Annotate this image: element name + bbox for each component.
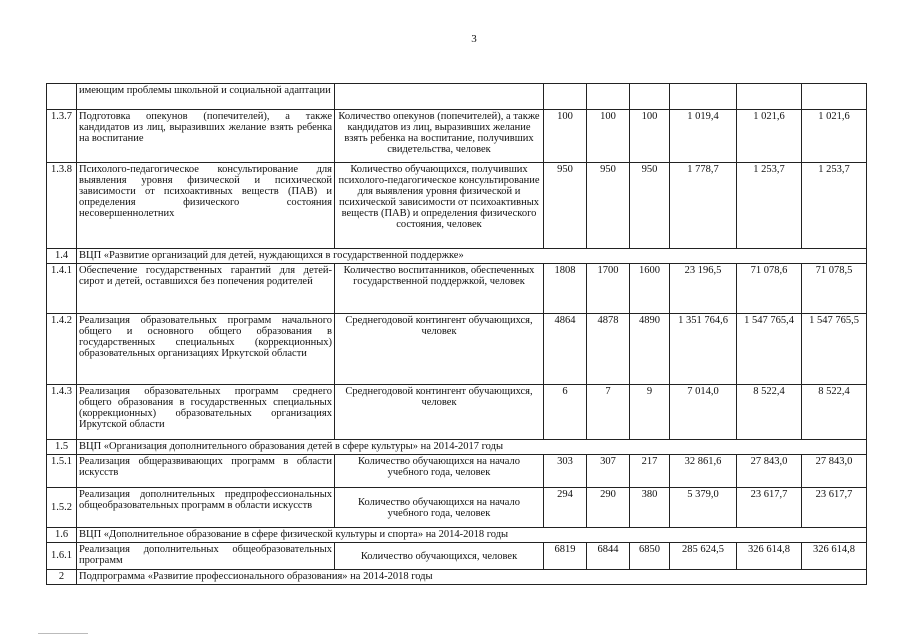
section-row	[47, 570, 867, 585]
amount-cell: 1 547 765,5	[802, 314, 867, 385]
indicator-cell: Количество обучающихся, получивших психолого-педагогическое консультирование для выявления уровня физической и психической зависимости от психоактивных веществ (ПАВ) и определения физического состояния, человек	[335, 163, 544, 249]
indicator-cell	[335, 84, 544, 110]
item-code: 1.4.3	[47, 385, 77, 440]
table-row	[47, 163, 867, 249]
amount-cell: 1 778,7	[670, 163, 737, 249]
item-code: 1.6.1	[47, 543, 77, 570]
amount-cell: 23 196,5	[670, 264, 737, 314]
item-name: Реализация общеразвивающих программ в области искусств	[77, 455, 335, 488]
value-cell: 380	[630, 488, 670, 528]
value-cell: 290	[587, 488, 630, 528]
value-cell: 100	[630, 110, 670, 163]
value-cell: 217	[630, 455, 670, 488]
value-cell	[544, 84, 587, 110]
amount-cell: 1 253,7	[737, 163, 802, 249]
value-cell: 1808	[544, 264, 587, 314]
amount-cell: 71 078,6	[737, 264, 802, 314]
item-name: Психолого-педагогическое консультирование для выявления уровня физической и психической зависимости от психоактивных веществ (ПАВ) и определения физического состояния несовершеннолетних	[77, 163, 335, 249]
amount-cell	[802, 84, 867, 110]
section-title: Подпрограмма «Развитие профессионального образования» на 2014-2018 годы	[77, 570, 867, 585]
value-cell: 100	[544, 110, 587, 163]
indicator-cell: Количество воспитанников, обеспеченных государственной поддержкой, человек	[335, 264, 544, 314]
item-name: Реализация дополнительных общеобразовательных программ	[77, 543, 335, 570]
value-cell: 6819	[544, 543, 587, 570]
amount-cell: 1 547 765,4	[737, 314, 802, 385]
section-row	[47, 249, 867, 264]
table-row	[47, 264, 867, 314]
section-code: 2	[47, 570, 77, 585]
amount-cell: 326 614,8	[802, 543, 867, 570]
section-row	[47, 440, 867, 455]
amount-cell: 27 843,0	[802, 455, 867, 488]
table-row	[47, 455, 867, 488]
section-code: 1.4	[47, 249, 77, 264]
item-name: Реализация образовательных программ начального общего и основного общего образования в государственных специальных (коррекционных) образовательных организациях Иркутской области	[77, 314, 335, 385]
value-cell: 4890	[630, 314, 670, 385]
section-row	[47, 528, 867, 543]
amount-cell: 326 614,8	[737, 543, 802, 570]
indicator-cell: Среднегодовой контингент обучающихся, человек	[335, 385, 544, 440]
section-code: 1.6	[47, 528, 77, 543]
value-cell: 1600	[630, 264, 670, 314]
value-cell: 9	[630, 385, 670, 440]
amount-cell: 1 021,6	[802, 110, 867, 163]
section-title: ВЦП «Дополнительное образование в сфере физической культуры и спорта» на 2014-2018 годы	[77, 528, 867, 543]
amount-cell: 71 078,5	[802, 264, 867, 314]
amount-cell: 8 522,4	[802, 385, 867, 440]
footer-rule	[38, 633, 88, 634]
table-row	[47, 314, 867, 385]
section-title: ВЦП «Развитие организаций для детей, нуждающихся в государственной поддержке»	[77, 249, 867, 264]
item-name: Реализация дополнительных предпрофессиональных общеобразовательных программ в области искусств	[77, 488, 335, 528]
value-cell: 950	[587, 163, 630, 249]
amount-cell: 5 379,0	[670, 488, 737, 528]
item-name: имеющим проблемы школьной и социальной адаптации	[77, 84, 335, 110]
indicator-cell: Количество обучающихся на начало учебного года, человек	[335, 488, 544, 528]
section-title: ВЦП «Организация дополнительного образования детей в сфере культуры» на 2014-2017 годы	[77, 440, 867, 455]
amount-cell: 1 351 764,6	[670, 314, 737, 385]
amount-cell: 7 014,0	[670, 385, 737, 440]
indicator-cell: Количество обучающихся, человек	[335, 543, 544, 570]
item-code: 1.4.1	[47, 264, 77, 314]
value-cell: 294	[544, 488, 587, 528]
value-cell: 7	[587, 385, 630, 440]
table-row	[47, 543, 867, 570]
table-row	[47, 385, 867, 440]
value-cell: 4878	[587, 314, 630, 385]
table-row	[47, 488, 867, 528]
value-cell: 6850	[630, 543, 670, 570]
value-cell: 6	[544, 385, 587, 440]
amount-cell: 8 522,4	[737, 385, 802, 440]
table-body	[47, 84, 867, 585]
item-code: 1.5.2	[47, 488, 77, 528]
program-table	[46, 83, 867, 585]
value-cell	[587, 84, 630, 110]
indicator-cell: Количество обучающихся на начало учебного года, человек	[335, 455, 544, 488]
table-row	[47, 110, 867, 163]
item-name: Обеспечение государственных гарантий для детей-сирот и детей, оставшихся без попечения родителей	[77, 264, 335, 314]
item-code: 1.4.2	[47, 314, 77, 385]
item-name: Реализация образовательных программ среднего общего образования в государственных специальных (коррекционных) образовательных организациях Иркутской области	[77, 385, 335, 440]
value-cell: 950	[544, 163, 587, 249]
item-code: 1.5.1	[47, 455, 77, 488]
value-cell: 4864	[544, 314, 587, 385]
section-code: 1.5	[47, 440, 77, 455]
amount-cell: 1 019,4	[670, 110, 737, 163]
amount-cell: 32 861,6	[670, 455, 737, 488]
value-cell: 950	[630, 163, 670, 249]
item-code	[47, 84, 77, 110]
item-code: 1.3.8	[47, 163, 77, 249]
amount-cell: 23 617,7	[802, 488, 867, 528]
amount-cell: 285 624,5	[670, 543, 737, 570]
indicator-cell: Среднегодовой контингент обучающихся, человек	[335, 314, 544, 385]
amount-cell	[670, 84, 737, 110]
amount-cell: 1 021,6	[737, 110, 802, 163]
amount-cell	[737, 84, 802, 110]
amount-cell: 23 617,7	[737, 488, 802, 528]
value-cell: 100	[587, 110, 630, 163]
value-cell: 303	[544, 455, 587, 488]
table-row	[47, 84, 867, 110]
item-name: Подготовка опекунов (попечителей), а также кандидатов из лиц, выразивших желание взять ребенка на воспитание	[77, 110, 335, 163]
value-cell	[630, 84, 670, 110]
amount-cell: 1 253,7	[802, 163, 867, 249]
indicator-cell: Количество опекунов (попечителей), а также кандидатов из лиц, выразивших желание взять ребенка на воспитание, получивших свидетельства, человек	[335, 110, 544, 163]
amount-cell: 27 843,0	[737, 455, 802, 488]
page-number: 3	[471, 33, 477, 45]
value-cell: 6844	[587, 543, 630, 570]
item-code: 1.3.7	[47, 110, 77, 163]
value-cell: 307	[587, 455, 630, 488]
value-cell: 1700	[587, 264, 630, 314]
